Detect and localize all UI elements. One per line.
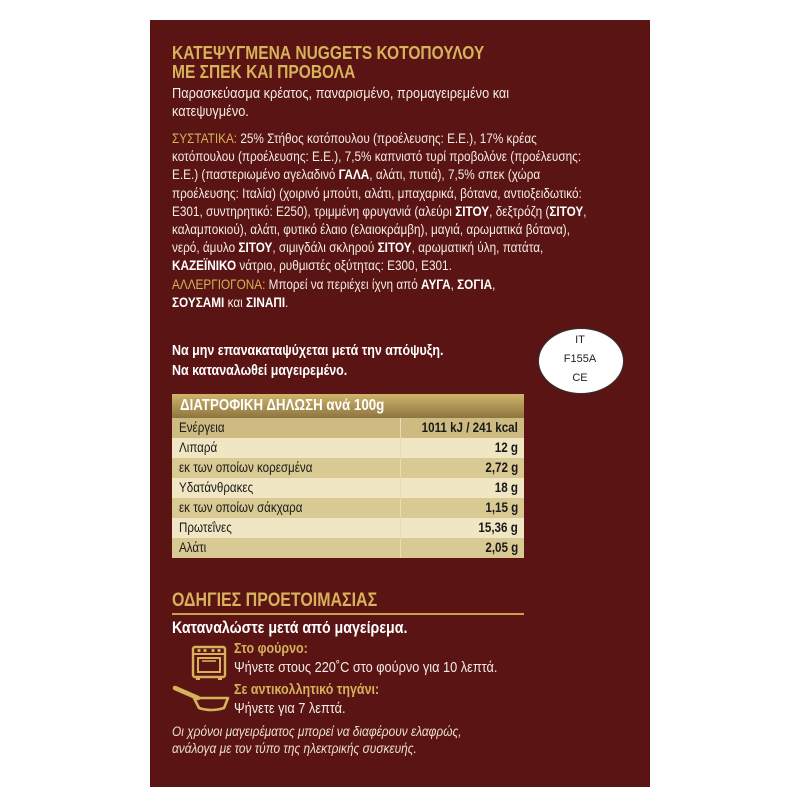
ingredients-text: , αλάτι, πυτιά), 7,5% σπεκ (χώρα προέλευσης: Ιταλία) (χοιρινό μπούτι, αλάτι, μπαχαρικά, βότανα, αντιοξειδωτικό: E301, συντηρητικό: E250), τριμμένη φρυγανιά (αλεύρι <box>172 167 582 219</box>
allergens-label: ΑΛΛΕΡΓΙΟΓΟΝΑ: <box>172 276 266 292</box>
nutrition-table <box>172 394 524 577</box>
nutrient-value: 2,72 g <box>485 460 518 475</box>
oven-icon <box>191 642 227 680</box>
allergen-sesame: ΣΟΥΣΑΜΙ <box>172 294 225 310</box>
nutrition-header <box>172 394 524 418</box>
nutrient-label: Αλάτι <box>179 540 207 555</box>
ingredients-block <box>172 130 596 312</box>
warning-line-2: Να καταναλωθεί μαγειρεμένο. <box>172 363 348 379</box>
allergen-mustard: ΣΙΝΑΠΙ <box>246 294 286 310</box>
prep-divider <box>172 613 524 615</box>
nutrient-value: 12 g <box>494 440 518 455</box>
nutrient-value: 18 g <box>494 480 518 495</box>
ingredients-text: , σιμιγδάλι σκληρού <box>272 240 378 256</box>
oven-instructions: Ψήνετε στους 220˚C στο φούρνο για 10 λεπτά. <box>234 660 498 676</box>
oven-heading: Στο φούρνο: <box>234 641 308 657</box>
ingredients-text: νάτριο, ρυθμιστές οξύτητας: E300, E301. <box>236 258 452 274</box>
product-title <box>172 43 484 81</box>
nutrition-row <box>172 438 524 458</box>
allergens-text: . <box>285 294 289 310</box>
nutrition-row <box>172 518 524 538</box>
title-line-1: ΚΑΤΕΨΥΓΜΕΝΑ NUGGETS ΚΟΤΟΠΟΥΛΟΥ <box>172 42 485 63</box>
note-line-2: ανάλογα με τον τύπο της ηλεκτρικής συσκευής. <box>172 741 417 756</box>
prep-title: ΟΔΗΓΙΕΣ ΠΡΟΕΤΟΙΜΑΣΙΑΣ <box>172 590 378 611</box>
allergen-eggs: ΑΥΓΑ <box>421 276 451 292</box>
nutrient-value: 1,15 g <box>485 500 518 515</box>
title-line-2: ΜΕ ΣΠΕΚ ΚΑΙ ΠΡΟΒΟΛΑ <box>172 61 356 82</box>
nutrition-row <box>172 478 524 498</box>
allergens-text: , <box>492 276 496 292</box>
nutrition-row <box>172 458 524 478</box>
allergen-casein: ΚΑΖΕΪΝΙΚΟ <box>172 258 237 274</box>
allergen-wheat: ΣΙΤΟΥ <box>455 203 490 219</box>
nutrition-row <box>172 538 524 558</box>
allergen-soy: ΣΟΓΙΑ <box>457 276 493 292</box>
nutrient-label: Λιπαρά <box>179 440 218 455</box>
nutrient-value: 2,05 g <box>485 540 518 555</box>
health-mark-country: IT <box>575 334 585 346</box>
nutrition-row <box>172 498 524 518</box>
nutrition-row <box>172 418 524 438</box>
prep-subtitle: Καταναλώστε μετά από μαγείρεμα. <box>172 619 408 637</box>
warning-line-1: Να μην επανακαταψύχεται μετά την απόψυξη. <box>172 343 444 359</box>
nutrient-label: εκ των οποίων σάκχαρα <box>179 500 303 515</box>
health-mark-code: F155A <box>563 353 597 365</box>
nutrient-label: Υδατάνθρακες <box>179 480 254 495</box>
cooking-note <box>172 723 462 757</box>
allergens-text: και <box>224 294 247 310</box>
pan-heading: Σε αντικολλητικό τηγάνι: <box>234 682 380 698</box>
health-mark-ce: CE <box>572 372 588 384</box>
ingredients-text: , δεξτρόζη ( <box>489 203 550 219</box>
allergen-milk: ΓΑΛΑ <box>338 167 370 183</box>
nutrient-value: 1011 kJ / 241 kcal <box>421 420 518 435</box>
ingredients-text: , καλαμποκιού), αλάτι, φυτικό έλαιο (ελαιοκράμβη), μαγιά, αρωματικά βότανα), νερό, άμυλο <box>172 203 587 256</box>
product-description: Παρασκεύασμα κρέατος, παναρισμένο, προμαγειρεμένο και κατεψυγμένο. <box>172 86 510 120</box>
nutrient-label: Ενέργεια <box>179 420 225 435</box>
allergen-wheat: ΣΙΤΟΥ <box>549 203 584 219</box>
nutrient-value: 15,36 g <box>478 520 518 535</box>
ingredients-text: , αρωματική ύλη, πατάτα, <box>411 240 544 256</box>
frying-pan-icon <box>172 684 232 714</box>
ingredients-text: 25% Στήθος κοτόπουλου (προέλευσης: Ε.Ε.), 17% κρέας κοτόπουλου (προέλευσης: Ε.Ε.), 7,5% καπνιστό τυρί προβολόνε (προέλευσης: Ε.Ε.) (παστεριωμένο αγελαδινό <box>172 131 582 183</box>
nutrient-label: εκ των οποίων κορεσμένα <box>179 460 313 475</box>
nutrition-header-text: ΔΙΑΤΡΟΦΙΚΗ ΔΗΛΩΣΗ ανά 100g <box>180 397 385 414</box>
allergens-text: Μπορεί να περιέχει ίχνη από <box>265 276 422 292</box>
ingredients-label: ΣΥΣΤΑΤΙΚΑ: <box>172 131 238 146</box>
allergen-wheat: ΣΙΤΟΥ <box>238 240 273 256</box>
pan-instructions: Ψήνετε για 7 λεπτά. <box>234 701 346 717</box>
storage-warning <box>172 341 443 381</box>
allergens-text: , <box>450 276 458 292</box>
nutrient-label: Πρωτεΐνες <box>179 520 232 535</box>
note-line-1: Οι χρόνοι μαγειρέματος μπορεί να διαφέρουν ελαφρώς, <box>172 724 462 739</box>
allergen-wheat: ΣΙΤΟΥ <box>377 240 412 256</box>
